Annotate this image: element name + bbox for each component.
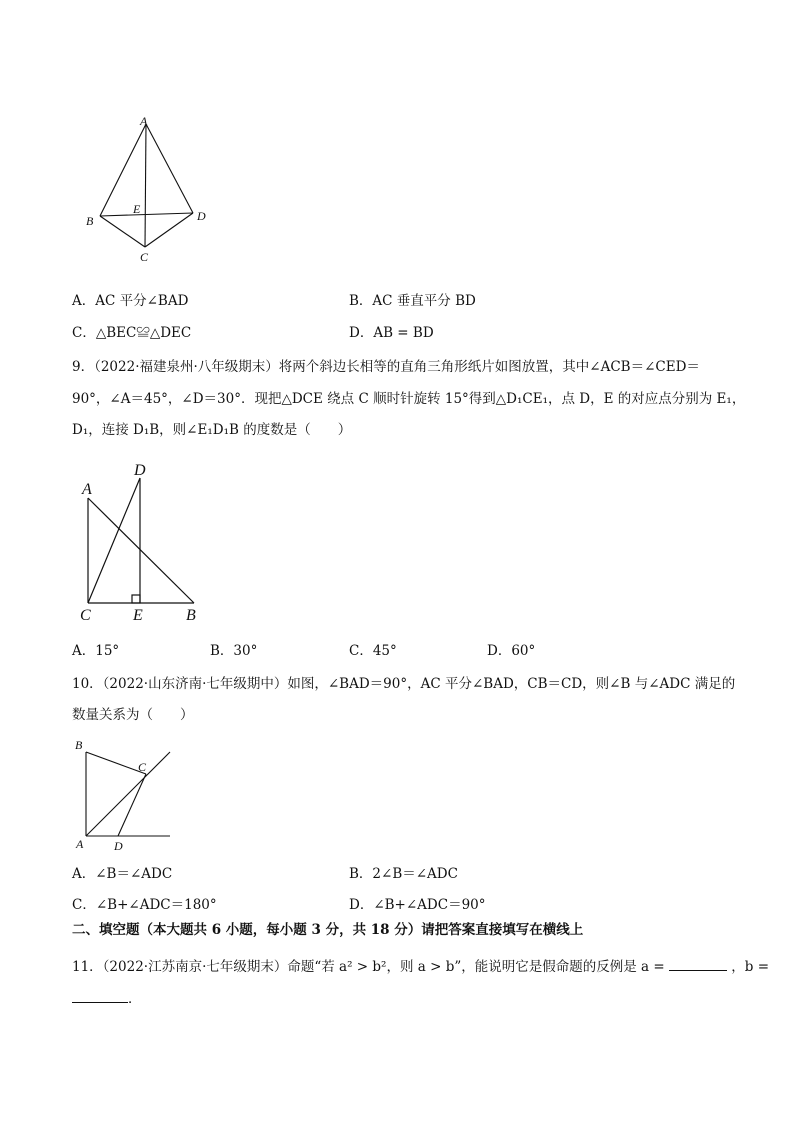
q10-label-D: D	[114, 839, 123, 853]
q8-figure-kite	[80, 112, 220, 267]
q9-option-b[interactable]: B．30°	[210, 643, 258, 659]
q10-option-b[interactable]: B．2∠B＝∠ADC	[349, 866, 458, 882]
q9-option-a[interactable]: A．15°	[72, 643, 120, 659]
q9-label-E: E	[133, 607, 143, 624]
q9-label-B: B	[186, 607, 196, 624]
q9-stem-line-1: 9．（2022·福建泉州·八年级期末）将两个斜边长相等的直角三角形纸片如图放置，其中∠ACB＝∠CED＝	[72, 359, 700, 375]
q11-answer-b-blank[interactable]	[72, 988, 128, 1003]
q8-label-D: D	[197, 209, 206, 223]
q8-option-d[interactable]: D．AB = BD	[349, 325, 434, 341]
q9-label-A: A	[82, 481, 92, 498]
q11-answer-a-blank[interactable]	[669, 956, 727, 971]
q9-stem-line-3: D₁，连接 D₁B，则∠E₁D₁B 的度数是（ ）	[72, 422, 352, 438]
q8-option-b[interactable]: B．AC 垂直平分 BD	[349, 293, 476, 309]
q9-option-c[interactable]: C．45°	[349, 643, 397, 659]
q11-continuation: ．	[72, 988, 142, 1008]
q9-stem-line-2: 90°，∠A＝45°，∠D＝30°．现把△DCE 绕点 C 顺时针旋转 15°得到△D₁CE₁，点 D，E 的对应点分别为 E₁，	[72, 391, 746, 407]
q10-stem-line-2: 数量关系为（ ）	[72, 707, 194, 723]
q8-label-E: E	[133, 202, 141, 216]
q10-option-a[interactable]: A．∠B＝∠ADC	[72, 866, 173, 882]
section-2-heading: 二、填空题（本大题共 6 小题，每小题 3 分，共 18 分）请把答案直接填写在横线上	[72, 922, 584, 938]
q8-label-B: B	[86, 214, 94, 228]
q9-figure-triangles	[74, 458, 214, 628]
q10-label-C: C	[138, 760, 147, 774]
q10-figure	[70, 736, 180, 856]
q10-label-B: B	[75, 738, 83, 752]
q9-option-d[interactable]: D．60°	[487, 643, 536, 659]
q8-option-c[interactable]: C．△BEC≌△DEC	[72, 325, 192, 341]
q8-label-A: A	[140, 114, 148, 128]
q11-stem: 11．（2022·江苏南京·七年级期末）命题“若 a² > b²，则 a > b”，能说明它是假命题的反例是 a = ，b =	[72, 956, 769, 976]
q10-option-c[interactable]: C．∠B+∠ADC＝180°	[72, 897, 217, 913]
q10-option-d[interactable]: D．∠B+∠ADC＝90°	[349, 897, 486, 913]
q10-label-A: A	[76, 837, 84, 851]
q9-label-C: C	[80, 607, 91, 624]
q8-option-a[interactable]: A．AC 平分∠BAD	[72, 293, 189, 309]
q8-label-C: C	[140, 250, 149, 264]
q9-label-D: D	[134, 462, 146, 479]
q10-stem-line-1: 10．（2022·山东济南·七年级期中）如图，∠BAD＝90°，AC 平分∠BAD，CB＝CD，则∠B 与∠ADC 满足的	[72, 676, 736, 692]
